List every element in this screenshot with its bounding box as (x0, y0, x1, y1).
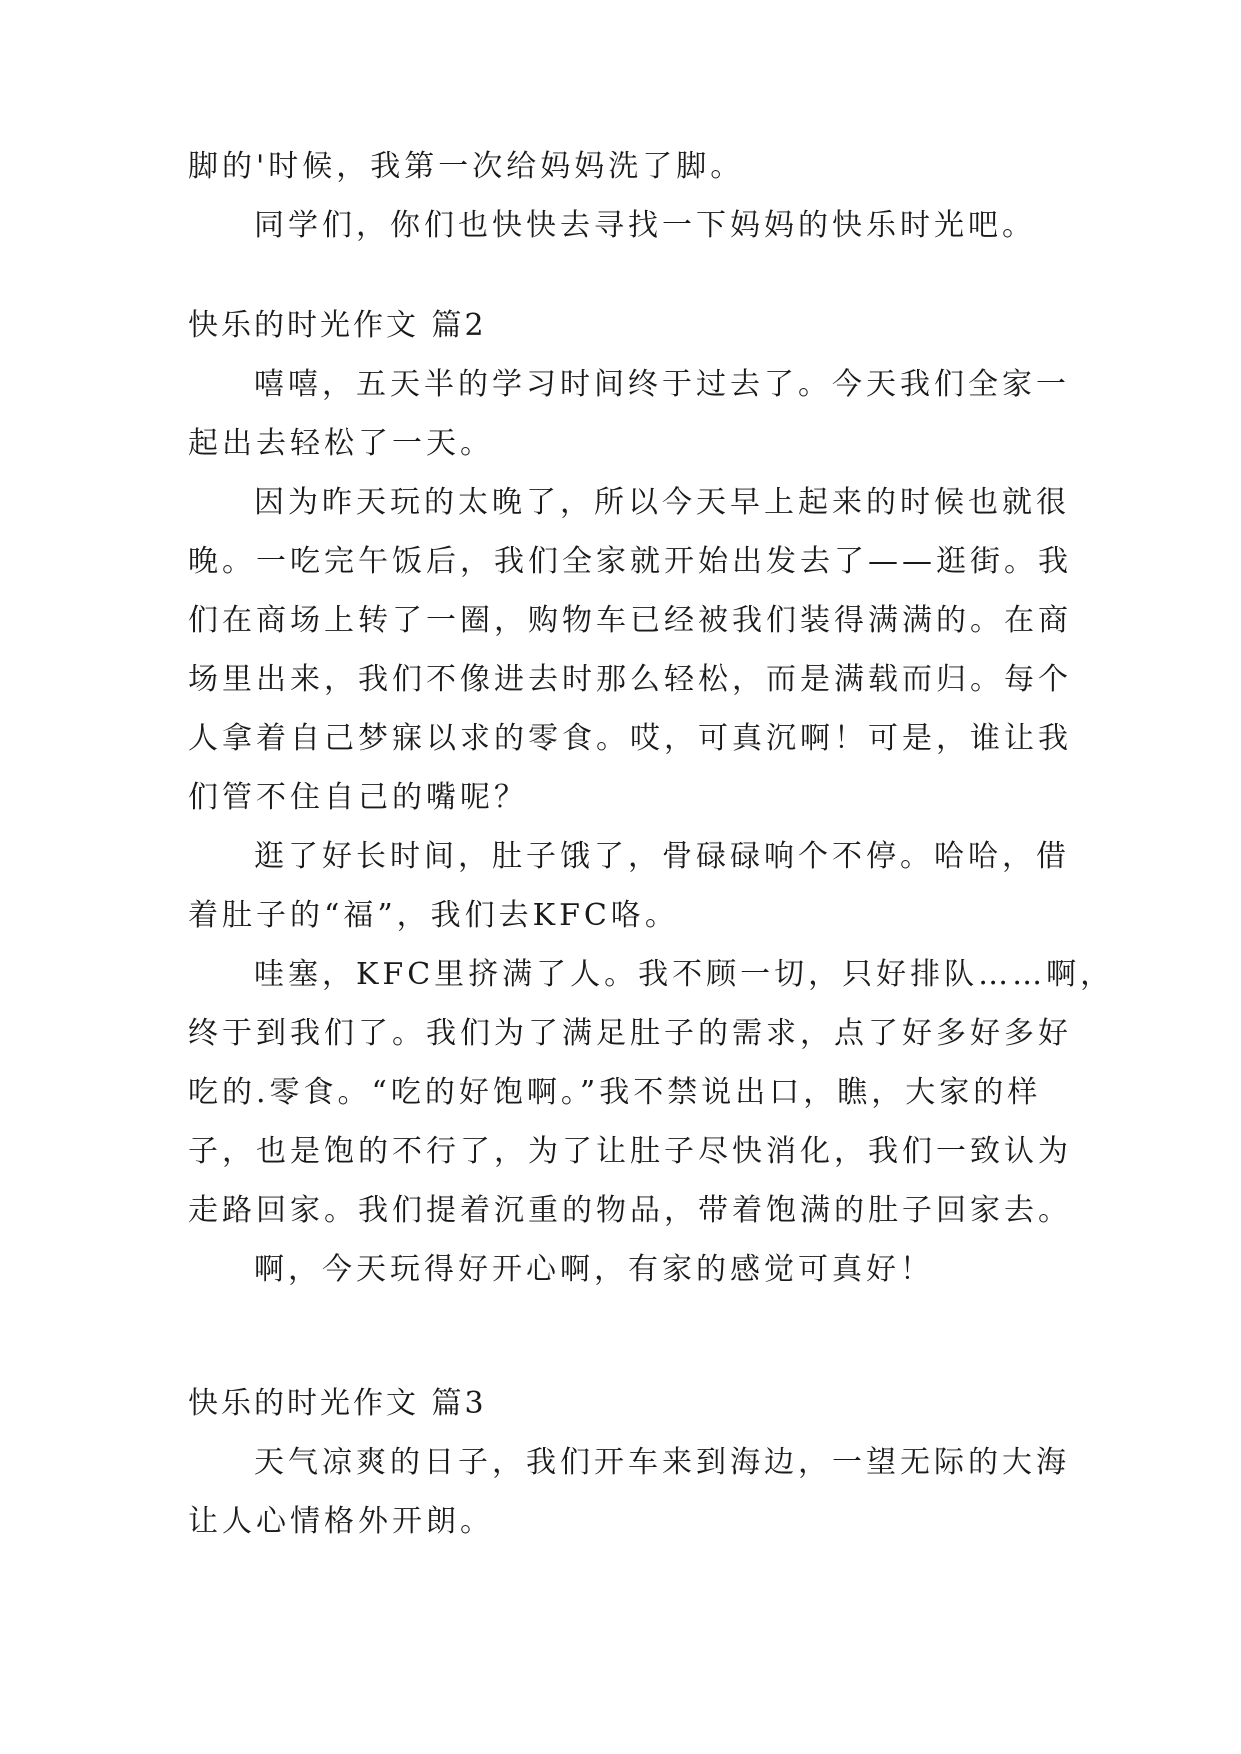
paragraph-line: 同学们，你们也快快去寻找一下妈妈的快乐时光吧。 (254, 208, 1036, 243)
section-heading: 快乐的时光作文 篇2 (188, 308, 487, 343)
paragraph-line: 让人心情格外开朗。 (188, 1504, 494, 1539)
paragraph-line: 天气凉爽的日子，我们开车来到海边，一望无际的大海 (254, 1445, 1070, 1480)
paragraph-line: 走路回家。我们提着沉重的物品，带着饱满的肚子回家去。 (188, 1193, 1072, 1228)
section-1 (188, 137, 1068, 255)
paragraph-line: 们管不住自己的嘴呢？ (188, 780, 528, 815)
paragraph-line: 着肚子的“福”，我们去KFC咯。 (188, 898, 679, 933)
paragraph-line: 脚的'时候，我第一次给妈妈洗了脚。 (188, 149, 745, 184)
paragraph-line: 因为昨天玩的太晚了，所以今天早上起来的时候也就很 (254, 485, 1070, 520)
paragraph-line: 吃的.零食。“吃的好饱啊。”我不禁说出口，瞧，大家的样 (188, 1075, 1042, 1110)
section-3 (188, 1374, 1068, 1551)
section-heading: 快乐的时光作文 篇3 (188, 1386, 487, 1421)
paragraph-line: 哇塞，KFC里挤满了人。我不顾一切，只好排队……啊， (254, 957, 1115, 992)
paragraph-line: 终于到我们了。我们为了满足肚子的需求，点了好多好多好 (188, 1016, 1072, 1051)
paragraph-line: 晚。一吃完午饭后，我们全家就开始出发去了——逛街。我 (188, 544, 1072, 579)
paragraph-line: 人拿着自己梦寐以求的零食。哎，可真沉啊！可是，谁让我 (188, 721, 1072, 756)
paragraph-line: 场里出来，我们不像进去时那么轻松，而是满载而归。每个 (188, 662, 1072, 697)
paragraph-line: 逛了好长时间，肚子饿了，骨碌碌响个不停。哈哈，借 (254, 839, 1070, 874)
paragraph-line: 嘻嘻，五天半的学习时间终于过去了。今天我们全家一 (254, 367, 1070, 402)
section-2 (188, 296, 1115, 1299)
paragraph-line: 们在商场上转了一圈，购物车已经被我们装得满满的。在商 (188, 603, 1072, 638)
paragraph-line: 啊，今天玩得好开心啊，有家的感觉可真好！ (254, 1252, 934, 1287)
paragraph-line: 子，也是饱的不行了，为了让肚子尽快消化，我们一致认为 (188, 1134, 1072, 1169)
paragraph-line: 起出去轻松了一天。 (188, 426, 494, 461)
